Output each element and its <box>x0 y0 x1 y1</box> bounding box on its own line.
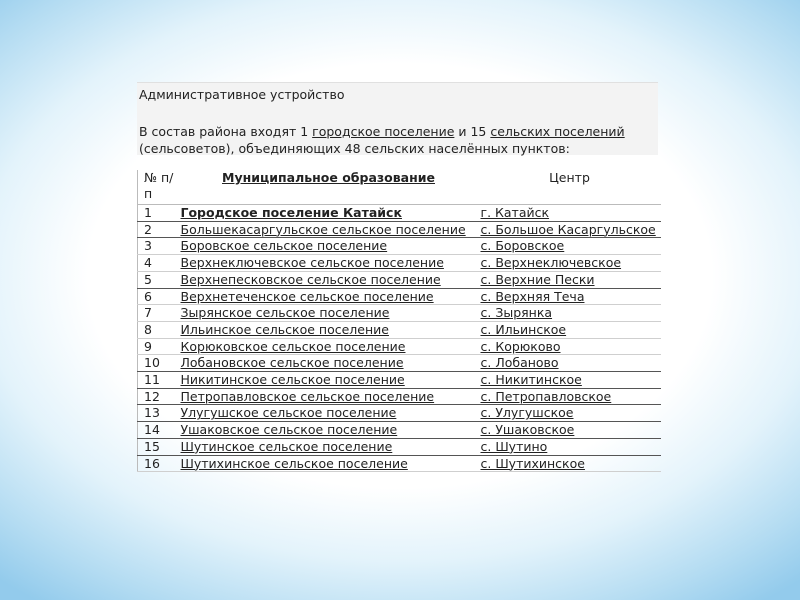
center-link[interactable]: с. Никитинское <box>479 372 661 389</box>
info-box <box>137 82 658 155</box>
center-link[interactable]: с. Зырянка <box>479 305 661 322</box>
municipality-link[interactable]: Ильинское сельское поселение <box>179 321 479 338</box>
slide-image <box>137 82 660 489</box>
table-row <box>138 271 661 288</box>
table-row <box>138 238 661 255</box>
municipality-link[interactable]: Шутихинское сельское поселение <box>179 455 479 472</box>
table-row <box>138 372 661 389</box>
row-number: 2 <box>138 221 179 238</box>
intro-text-3: (сельсоветов), объединяющих 48 сельских населённых пунктов: <box>139 141 570 156</box>
table-row <box>138 205 661 222</box>
table-body <box>138 205 661 472</box>
municipality-link[interactable]: Городское поселение Катайск <box>179 205 479 222</box>
municipality-link[interactable]: Никитинское сельское поселение <box>179 372 479 389</box>
rural-settlements-link[interactable]: сельских поселений <box>490 124 625 139</box>
row-number: 13 <box>138 405 179 422</box>
center-link[interactable]: с. Шутихинское <box>479 455 661 472</box>
table-header-row <box>138 170 661 205</box>
row-number: 10 <box>138 355 179 372</box>
municipalities-table <box>137 170 661 472</box>
center-link[interactable]: с. Верхнеключевское <box>479 255 661 272</box>
center-link[interactable]: с. Шутино <box>479 438 661 455</box>
row-number: 15 <box>138 438 179 455</box>
row-number: 7 <box>138 305 179 322</box>
header-municipality: Муниципальное образование <box>179 170 479 205</box>
municipality-link[interactable]: Лобановское сельское поселение <box>179 355 479 372</box>
table-row <box>138 255 661 272</box>
municipality-link[interactable]: Петропавловское сельское поселение <box>179 388 479 405</box>
center-link[interactable]: с. Ильинское <box>479 321 661 338</box>
row-number: 8 <box>138 321 179 338</box>
table-row <box>138 388 661 405</box>
center-link[interactable]: с. Боровское <box>479 238 661 255</box>
municipality-link[interactable]: Зырянское сельское поселение <box>179 305 479 322</box>
intro-text-2: и 15 <box>454 124 491 139</box>
row-number: 3 <box>138 238 179 255</box>
center-link[interactable]: с. Улугушское <box>479 405 661 422</box>
center-link[interactable]: с. Ушаковское <box>479 422 661 439</box>
section-title: Административное устройство <box>139 87 345 102</box>
municipality-link[interactable]: Верхнепесковское сельское поселение <box>179 271 479 288</box>
table-row <box>138 405 661 422</box>
urban-settlement-link[interactable]: городское поселение <box>312 124 455 139</box>
municipalities-table-wrap <box>137 170 660 472</box>
row-number: 12 <box>138 388 179 405</box>
table-row <box>138 355 661 372</box>
intro-text-1: В состав района входят 1 <box>139 124 313 139</box>
municipality-link[interactable]: Корюковское сельское поселение <box>179 338 479 355</box>
municipality-link[interactable]: Верхнетеченское сельское поселение <box>179 288 479 305</box>
table-row <box>138 422 661 439</box>
center-link[interactable]: с. Верхняя Теча <box>479 288 661 305</box>
center-link[interactable]: с. Верхние Пески <box>479 271 661 288</box>
municipality-link[interactable]: Улугушское сельское поселение <box>179 405 479 422</box>
municipality-link[interactable]: Шутинское сельское поселение <box>179 438 479 455</box>
municipality-link[interactable]: Боровское сельское поселение <box>179 238 479 255</box>
table-row <box>138 438 661 455</box>
municipality-link[interactable]: Верхнеключевское сельское поселение <box>179 255 479 272</box>
row-number: 14 <box>138 422 179 439</box>
center-link[interactable]: г. Катайск <box>479 205 661 222</box>
table-row <box>138 338 661 355</box>
row-number: 5 <box>138 271 179 288</box>
row-number: 11 <box>138 372 179 389</box>
table-row <box>138 455 661 472</box>
row-number: 6 <box>138 288 179 305</box>
row-number: 1 <box>138 205 179 222</box>
header-number: № п/п <box>138 170 179 205</box>
municipality-link[interactable]: Ушаковское сельское поселение <box>179 422 479 439</box>
row-number: 4 <box>138 255 179 272</box>
municipality-link[interactable]: Большекасаргульское сельское поселение <box>179 221 479 238</box>
header-center: Центр <box>479 170 661 205</box>
center-link[interactable]: с. Петропавловское <box>479 388 661 405</box>
center-link[interactable]: с. Корюково <box>479 338 661 355</box>
table-row <box>138 221 661 238</box>
row-number: 9 <box>138 338 179 355</box>
center-link[interactable]: с. Лобаново <box>479 355 661 372</box>
table-row <box>138 288 661 305</box>
center-link[interactable]: с. Большое Касаргульское <box>479 221 661 238</box>
table-row <box>138 305 661 322</box>
intro-paragraph <box>139 123 658 157</box>
row-number: 16 <box>138 455 179 472</box>
table-row <box>138 321 661 338</box>
